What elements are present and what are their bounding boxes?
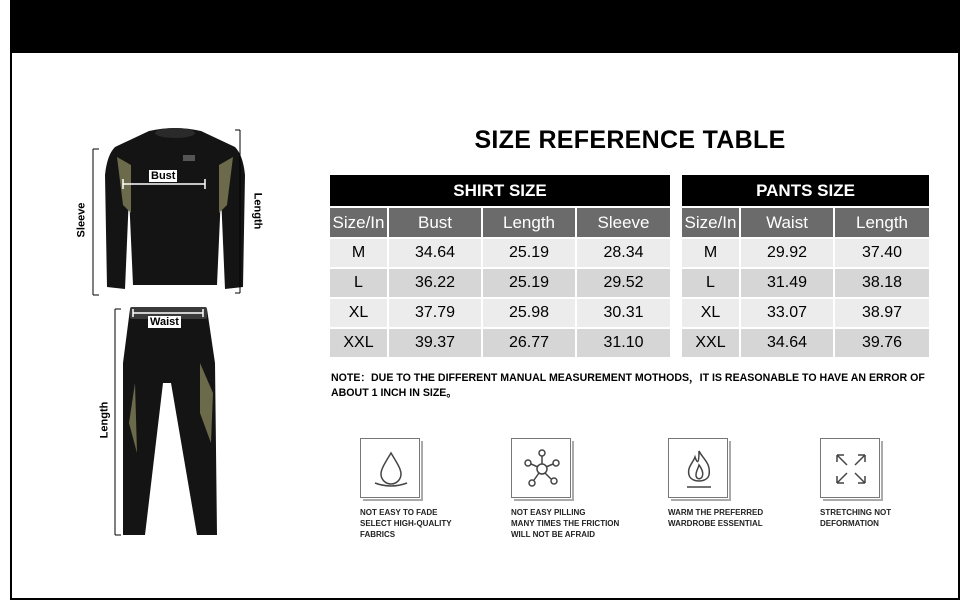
pants-illustration (105, 303, 225, 543)
column-header: Bust (389, 208, 481, 237)
table-row (682, 239, 929, 267)
table-cell: 37.79 (389, 299, 481, 327)
table-row (330, 329, 670, 357)
table-row (682, 269, 929, 297)
table-row (330, 269, 670, 297)
feature-text-line: SELECT HIGH-QUALITY (360, 519, 452, 528)
feature-text-line: DEFORMATION (820, 519, 879, 528)
size-cell: XXL (682, 329, 739, 357)
table-cell: 25.19 (483, 239, 575, 267)
table-cell: 34.64 (389, 239, 481, 267)
column-header: Sleeve (577, 208, 670, 237)
table-cell: 29.52 (577, 269, 670, 297)
sleeve-label: Sleeve (75, 202, 88, 238)
bust-label: Bust (151, 170, 176, 182)
feature-text-line: WARDROBE ESSENTIAL (668, 519, 763, 528)
top-banner (10, 0, 960, 53)
table-cell: 39.76 (835, 329, 929, 357)
table-cell: 28.34 (577, 239, 670, 267)
shirt-table-heading: SHIRT SIZE (330, 175, 670, 206)
size-cell: XXL (330, 329, 387, 357)
page-title: SIZE REFERENCE TABLE (474, 126, 786, 154)
feature-icon-box (820, 438, 880, 498)
table-cell: 33.07 (741, 299, 833, 327)
table-cell: 30.31 (577, 299, 670, 327)
feature-text-line: WARM THE PREFERRED (668, 508, 764, 517)
molecule-icon (520, 447, 564, 491)
measurement-note: NOTE：DUE TO THE DIFFERENT MANUAL MEASUREMENT MOTHODS，IT IS REASONABLE TO HAVE AN ERROR OF ABOUT 1 INCH IN SIZE。 (331, 372, 925, 399)
shirt-length-label: Length (251, 192, 264, 230)
table-row (682, 329, 929, 357)
flame-icon (677, 447, 721, 491)
feature-text-line: STRETCHING NOT (820, 508, 892, 517)
stretch-arrows-icon (829, 447, 873, 491)
table-cell: 39.37 (389, 329, 481, 357)
table-cell: 36.22 (389, 269, 481, 297)
size-cell: L (330, 269, 387, 297)
feature-text-line: FABRICS (360, 530, 396, 539)
feature-text-line: NOT EASY PILLING (511, 508, 586, 517)
pants-table-heading: PANTS SIZE (682, 175, 929, 206)
table-cell: 37.40 (835, 239, 929, 267)
column-header: Waist (741, 208, 833, 237)
table-cell: 38.97 (835, 299, 929, 327)
water-drop-icon (369, 447, 413, 491)
table-cell: 25.98 (483, 299, 575, 327)
size-cell: XL (330, 299, 387, 327)
waist-label: Waist (150, 316, 179, 328)
table-cell: 26.77 (483, 329, 575, 357)
feature-not-easy-pilling (511, 438, 651, 540)
size-cell: M (682, 239, 739, 267)
feature-text-line: MANY TIMES THE FRICTION (511, 519, 620, 528)
feature-text-line: NOT EASY TO FADE (360, 508, 438, 517)
pants-size-table (680, 173, 931, 359)
feature-icon-box (360, 438, 420, 498)
column-header: Length (483, 208, 575, 237)
column-header: Size/In (682, 208, 739, 237)
size-cell: XL (682, 299, 739, 327)
shirt-size-table (328, 173, 672, 359)
table-cell: 25.19 (483, 269, 575, 297)
feature-stretching (820, 438, 960, 529)
column-header: Length (835, 208, 929, 237)
feature-warm (668, 438, 808, 529)
table-row (330, 299, 670, 327)
table-cell: 34.64 (741, 329, 833, 357)
table-cell: 31.49 (741, 269, 833, 297)
feature-icon-box (511, 438, 571, 498)
feature-not-easy-to-fade (360, 438, 500, 540)
column-header: Size/In (330, 208, 387, 237)
table-row (330, 239, 670, 267)
pants-length-label: Length (98, 401, 111, 439)
shirt-illustration (85, 125, 265, 300)
size-cell: M (330, 239, 387, 267)
table-cell: 38.18 (835, 269, 929, 297)
feature-icon-box (668, 438, 728, 498)
table-row (682, 299, 929, 327)
feature-text-line: WILL NOT BE AFRAID (511, 530, 595, 539)
table-cell: 31.10 (577, 329, 670, 357)
size-cell: L (682, 269, 739, 297)
table-cell: 29.92 (741, 239, 833, 267)
